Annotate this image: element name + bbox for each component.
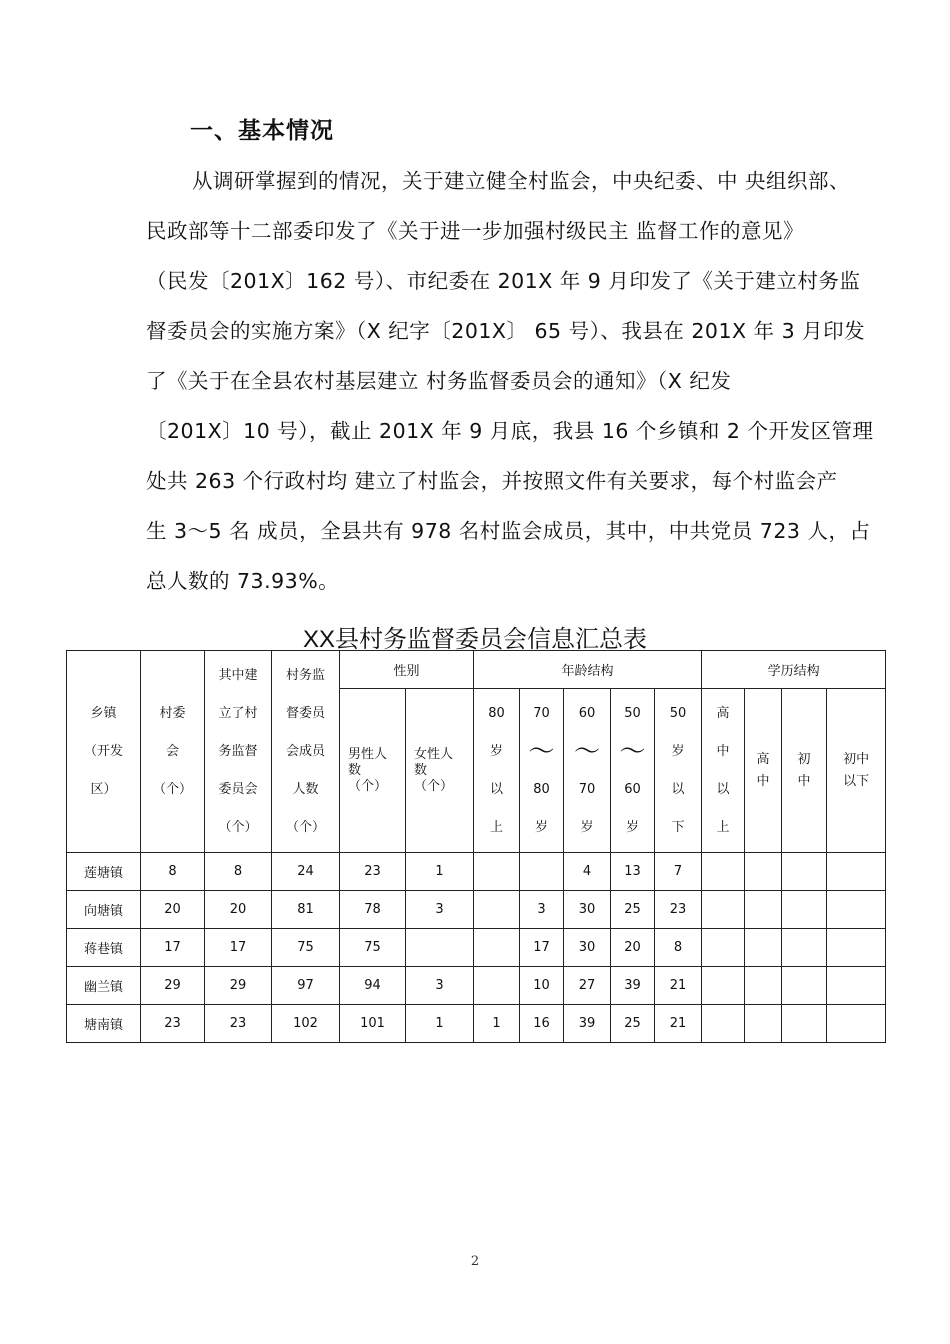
- table-cell: 78: [340, 891, 406, 929]
- header-male: [340, 689, 406, 853]
- header-edu-junior: [782, 689, 827, 853]
- township-name-cell: 莲塘镇: [67, 853, 141, 891]
- table-cell: [702, 891, 745, 929]
- table-cell: 1: [406, 853, 474, 891]
- header-line: 村委: [159, 705, 186, 721]
- header-line: 数: [414, 762, 428, 778]
- paragraph-line: 从调研掌握到的情况，关于建立健全村监会，中央纪委、中 央组织部、: [192, 169, 851, 193]
- table-cell: 97: [272, 967, 340, 1005]
- table-cell: 30: [564, 891, 611, 929]
- header-line: 岁: [626, 819, 640, 835]
- header-established: [205, 651, 272, 853]
- table-cell: [827, 967, 886, 1005]
- header-line: 80: [533, 781, 550, 797]
- tilde-glyph: ～: [574, 736, 601, 767]
- table-cell: 3: [406, 967, 474, 1005]
- header-line: （个）: [218, 819, 258, 835]
- header-line: （个）: [348, 778, 388, 794]
- header-members: [272, 651, 340, 853]
- header-line: 高: [716, 705, 730, 721]
- header-line: 会成员: [285, 743, 325, 759]
- table-title: XX县村务监督委员会信息汇总表: [302, 626, 647, 653]
- table-cell: 7: [655, 853, 702, 891]
- header-edu-below-junior: [827, 689, 886, 853]
- paragraph-line: 〔201X〕10 号），截止 201X 年 9 月底，我县 16 个乡镇和 2 个开发区管理: [146, 419, 874, 443]
- table-cell: 17: [205, 929, 272, 967]
- header-line: 女性人: [414, 746, 454, 762]
- header-line: 岁: [535, 819, 549, 835]
- header-line: 立了村: [218, 705, 258, 721]
- header-line: 委员会: [218, 781, 258, 797]
- table-row: [67, 1005, 886, 1043]
- header-line: 中: [797, 773, 811, 789]
- header-line: 下: [671, 819, 685, 835]
- table-cell: [827, 929, 886, 967]
- table-cell: [745, 967, 782, 1005]
- table-cell: [745, 929, 782, 967]
- table-cell: 39: [611, 967, 655, 1005]
- header-line: 80: [488, 705, 505, 721]
- table-cell: 3: [520, 891, 564, 929]
- header-line: 初: [797, 751, 811, 767]
- table-cell: [406, 929, 474, 967]
- table-cell: 8: [141, 853, 205, 891]
- township-name-cell: 蒋巷镇: [67, 929, 141, 967]
- table-cell: 23: [205, 1005, 272, 1043]
- header-line: 60: [578, 705, 596, 721]
- header-line: 岁: [580, 819, 594, 835]
- header-line: 以下: [843, 773, 870, 789]
- header-line: 以: [490, 781, 504, 797]
- header-line: 岁: [671, 743, 685, 759]
- header-line: 乡镇: [90, 705, 117, 721]
- header-line: 50: [624, 705, 641, 721]
- header-line: 70: [578, 781, 596, 797]
- table-cell: [782, 929, 827, 967]
- table-cell: 23: [655, 891, 702, 929]
- table-cell: 27: [564, 967, 611, 1005]
- header-line: 岁: [490, 743, 504, 759]
- table-cell: 20: [611, 929, 655, 967]
- header-line: 督委员: [285, 705, 325, 721]
- header-age-under-50: [655, 689, 702, 853]
- table-cell: [745, 853, 782, 891]
- paragraph-line: 了《关于在全县农村基层建立 村务监督委员会的通知》（X 纪发: [146, 369, 732, 393]
- summary-table: [66, 650, 886, 1043]
- table-cell: 81: [272, 891, 340, 929]
- table-cell: 102: [272, 1005, 340, 1043]
- township-name-cell: 幽兰镇: [67, 967, 141, 1005]
- table-cell: 101: [340, 1005, 406, 1043]
- table-cell: 4: [564, 853, 611, 891]
- header-education: 学历结构: [702, 651, 886, 689]
- table-cell: [782, 1005, 827, 1043]
- section-heading: 一、基本情况: [190, 118, 334, 144]
- table-cell: [782, 853, 827, 891]
- header-line: 人数: [292, 781, 319, 797]
- table-cell: [702, 1005, 745, 1043]
- header-line: 男性人: [348, 746, 388, 762]
- header-line: 上: [716, 819, 730, 835]
- header-line: 初中: [843, 751, 870, 767]
- table-cell: [702, 967, 745, 1005]
- table-cell: 17: [141, 929, 205, 967]
- table-cell: [474, 891, 520, 929]
- township-name-cell: 向塘镇: [67, 891, 141, 929]
- table-cell: [745, 1005, 782, 1043]
- header-township: [67, 651, 141, 853]
- table-cell: 29: [141, 967, 205, 1005]
- table-cell: 21: [655, 1005, 702, 1043]
- table-row: [67, 853, 886, 891]
- table-cell: 16: [520, 1005, 564, 1043]
- table-cell: [474, 929, 520, 967]
- table-cell: 39: [564, 1005, 611, 1043]
- table-cell: 1: [474, 1005, 520, 1043]
- header-line: （个）: [285, 819, 325, 835]
- header-village-committees: [141, 651, 205, 853]
- table-cell: 10: [520, 967, 564, 1005]
- table-cell: [520, 853, 564, 891]
- table-row: [67, 929, 886, 967]
- header-line: 其中建: [218, 667, 258, 683]
- table-cell: [782, 891, 827, 929]
- header-gender: 性别: [340, 651, 474, 689]
- paragraph-line: 生 3～5 名 成员，全县共有 978 名村监会成员，其中，中共党员 723 人，占: [146, 519, 871, 543]
- table-cell: 1: [406, 1005, 474, 1043]
- paragraph-line: 总人数的 73.93%。: [146, 569, 340, 593]
- header-line: 高: [756, 751, 770, 767]
- header-edu-high: [745, 689, 782, 853]
- table-cell: 8: [205, 853, 272, 891]
- table-cell: 94: [340, 967, 406, 1005]
- table-cell: 3: [406, 891, 474, 929]
- header-line: 务监督: [218, 743, 258, 759]
- table-cell: 25: [611, 891, 655, 929]
- paragraph-line: （民发〔201X〕162 号）、市纪委在 201X 年 9 月印发了《关于建立村务监: [146, 269, 861, 293]
- table-cell: [782, 967, 827, 1005]
- header-line: 区）: [90, 781, 117, 797]
- paragraph-line: 督委员会的实施方案》（X 纪字〔201X〕 65 号）、我县在 201X 年 3 月印发: [146, 319, 866, 343]
- table-row: [67, 891, 886, 929]
- header-line: 上: [490, 819, 504, 835]
- paragraph-line: 处共 263 个行政村均 建立了村监会，并按照文件有关要求，每个村监会产: [146, 469, 838, 493]
- header-edu-above-high: [702, 689, 745, 853]
- table-cell: 13: [611, 853, 655, 891]
- header-female: [406, 689, 474, 853]
- table-cell: 30: [564, 929, 611, 967]
- table-cell: 75: [272, 929, 340, 967]
- header-line: （个）: [152, 781, 192, 797]
- table-cell: 20: [205, 891, 272, 929]
- header-age-60-70: [564, 689, 611, 853]
- table-cell: 23: [340, 853, 406, 891]
- paragraph-line: 民政部等十二部委印发了《关于进一步加强村级民主 监督工作的意见》: [146, 219, 805, 243]
- header-line: 以: [671, 781, 685, 797]
- header-line: 60: [624, 781, 641, 797]
- header-age: 年龄结构: [474, 651, 702, 689]
- header-age-70-80: [520, 689, 564, 853]
- tilde-glyph: ～: [619, 736, 646, 767]
- table-cell: 17: [520, 929, 564, 967]
- table-cell: 8: [655, 929, 702, 967]
- table-cell: [827, 853, 886, 891]
- table-cell: 75: [340, 929, 406, 967]
- page-number: 2: [470, 1254, 480, 1269]
- table-cell: 21: [655, 967, 702, 1005]
- table-cell: [474, 967, 520, 1005]
- table-cell: [827, 891, 886, 929]
- table-cell: [827, 1005, 886, 1043]
- table-cell: 29: [205, 967, 272, 1005]
- tilde-glyph: ～: [528, 736, 555, 767]
- header-line: 中: [716, 743, 730, 759]
- header-age-80-plus: [474, 689, 520, 853]
- table-cell: 20: [141, 891, 205, 929]
- table-cell: 24: [272, 853, 340, 891]
- header-line: 会: [165, 743, 179, 759]
- header-line: 村务监: [285, 667, 325, 683]
- header-line: 70: [533, 705, 550, 721]
- table-cell: [702, 853, 745, 891]
- body-paragraph: [146, 156, 896, 606]
- header-line: 以: [716, 781, 730, 797]
- table-cell: 23: [141, 1005, 205, 1043]
- table-cell: 25: [611, 1005, 655, 1043]
- table-cell: [474, 853, 520, 891]
- header-line: 50: [669, 705, 687, 721]
- header-line: 数: [348, 762, 362, 778]
- header-line: （开发: [83, 743, 123, 759]
- table-cell: [745, 891, 782, 929]
- township-name-cell: 塘南镇: [67, 1005, 141, 1043]
- header-line: （个）: [414, 778, 454, 794]
- table-row: [67, 967, 886, 1005]
- table-cell: [702, 929, 745, 967]
- header-line: 中: [756, 773, 770, 789]
- header-age-50-60: [611, 689, 655, 853]
